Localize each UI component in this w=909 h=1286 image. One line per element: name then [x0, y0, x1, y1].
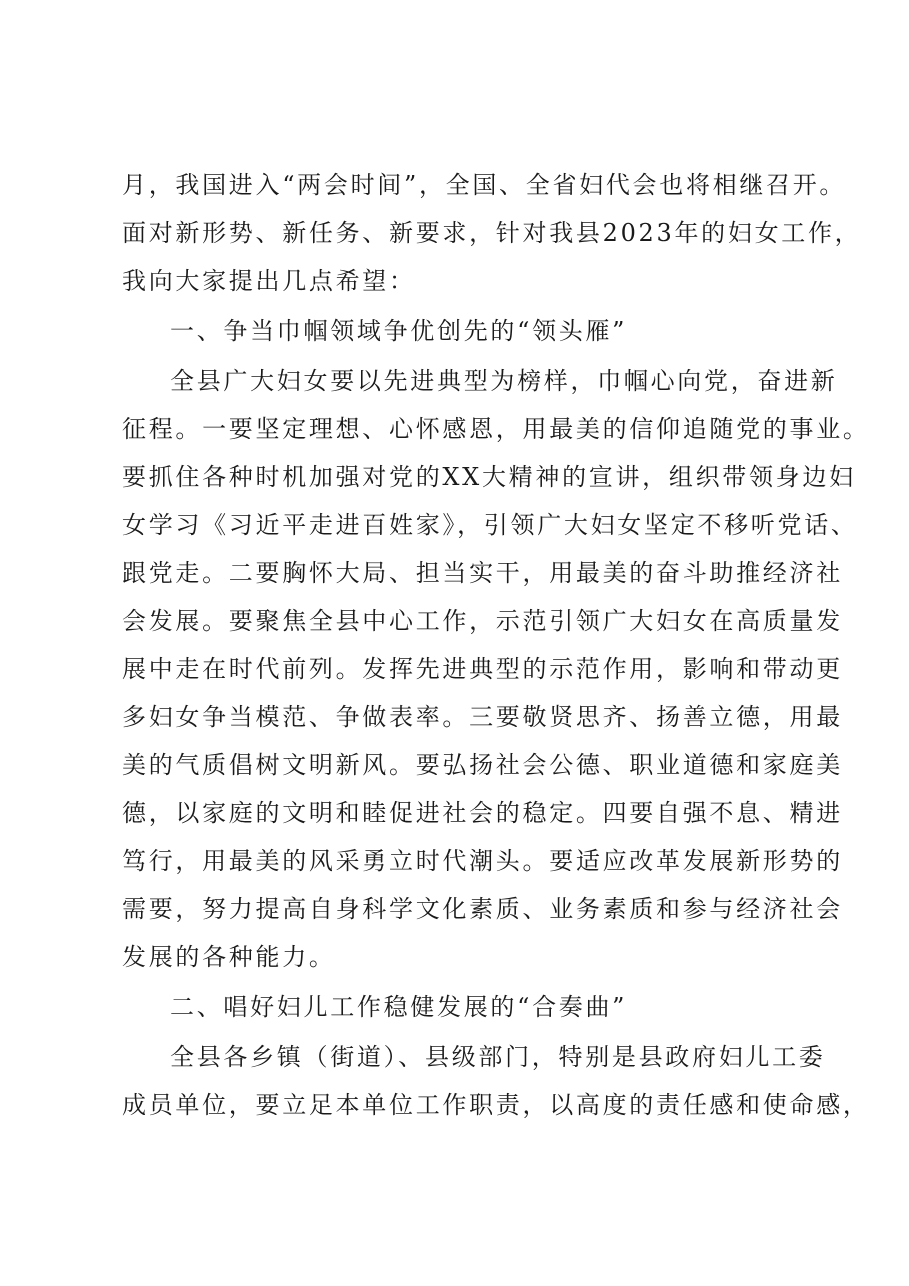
text-line-19: 全县各乡镇（街道）、县级部门，特别是县政府妇儿工委	[170, 1043, 826, 1071]
text-line-1: 月，我国进入“两会时间”，全国、全省妇代会也将相继召开。	[122, 171, 847, 199]
text-line-7: 要抓住各种时机加强对党的XX大精神的宣讲，组织带领身边妇	[122, 463, 856, 491]
text-line-8: 女学习《习近平走进百姓家》，引领广大妇女坚定不移听党话、	[122, 511, 858, 539]
text-line-11: 展中走在时代前列。发挥先进典型的示范作用，影响和带动更	[122, 655, 843, 683]
text-line-5: 全县广大妇女要以先进典型为榜样，巾帼心向党，奋进新	[170, 367, 838, 395]
text-line-13: 美的气质倡树文明新风。要弘扬社会公德、职业道德和家庭美	[122, 751, 843, 779]
text-line-16: 需要，努力提高自身科学文化素质、业务素质和参与经济社会	[122, 895, 843, 923]
text-line-14: 德，以家庭的文明和睦促进社会的稳定。四要自强不息、精进	[122, 799, 843, 827]
text-line-15: 笃行，用最美的风采勇立时代潮头。要适应改革发展新形势的	[122, 847, 843, 875]
text-line-20: 成员单位，要立足本单位工作职责，以高度的责任感和使命感，	[122, 1091, 870, 1119]
section-heading-1: 一、争当巾帼领域争优创先的“领头雁”	[170, 317, 628, 345]
text-line-3: 我向大家提出几点希望：	[122, 267, 416, 295]
section-heading-2: 二、唱好妇儿工作稳健发展的“合奏曲”	[170, 993, 628, 1021]
text-line-9: 跟党走。二要胸怀大局、担当实干，用最美的奋斗助推经济社	[122, 559, 843, 587]
text-line-2: 面对新形势、新任务、新要求，针对我县2023年的妇女工作，	[122, 219, 862, 247]
text-line-10: 会发展。要聚焦全县中心工作，示范引领广大妇女在高质量发	[122, 607, 843, 635]
text-line-6: 征程。一要坚定理想、心怀感恩，用最美的信仰追随党的事业。	[122, 415, 870, 443]
text-line-17: 发展的各种能力。	[122, 943, 336, 971]
text-line-12: 多妇女争当模范、争做表率。三要敬贤思齐、扬善立德，用最	[122, 703, 843, 731]
